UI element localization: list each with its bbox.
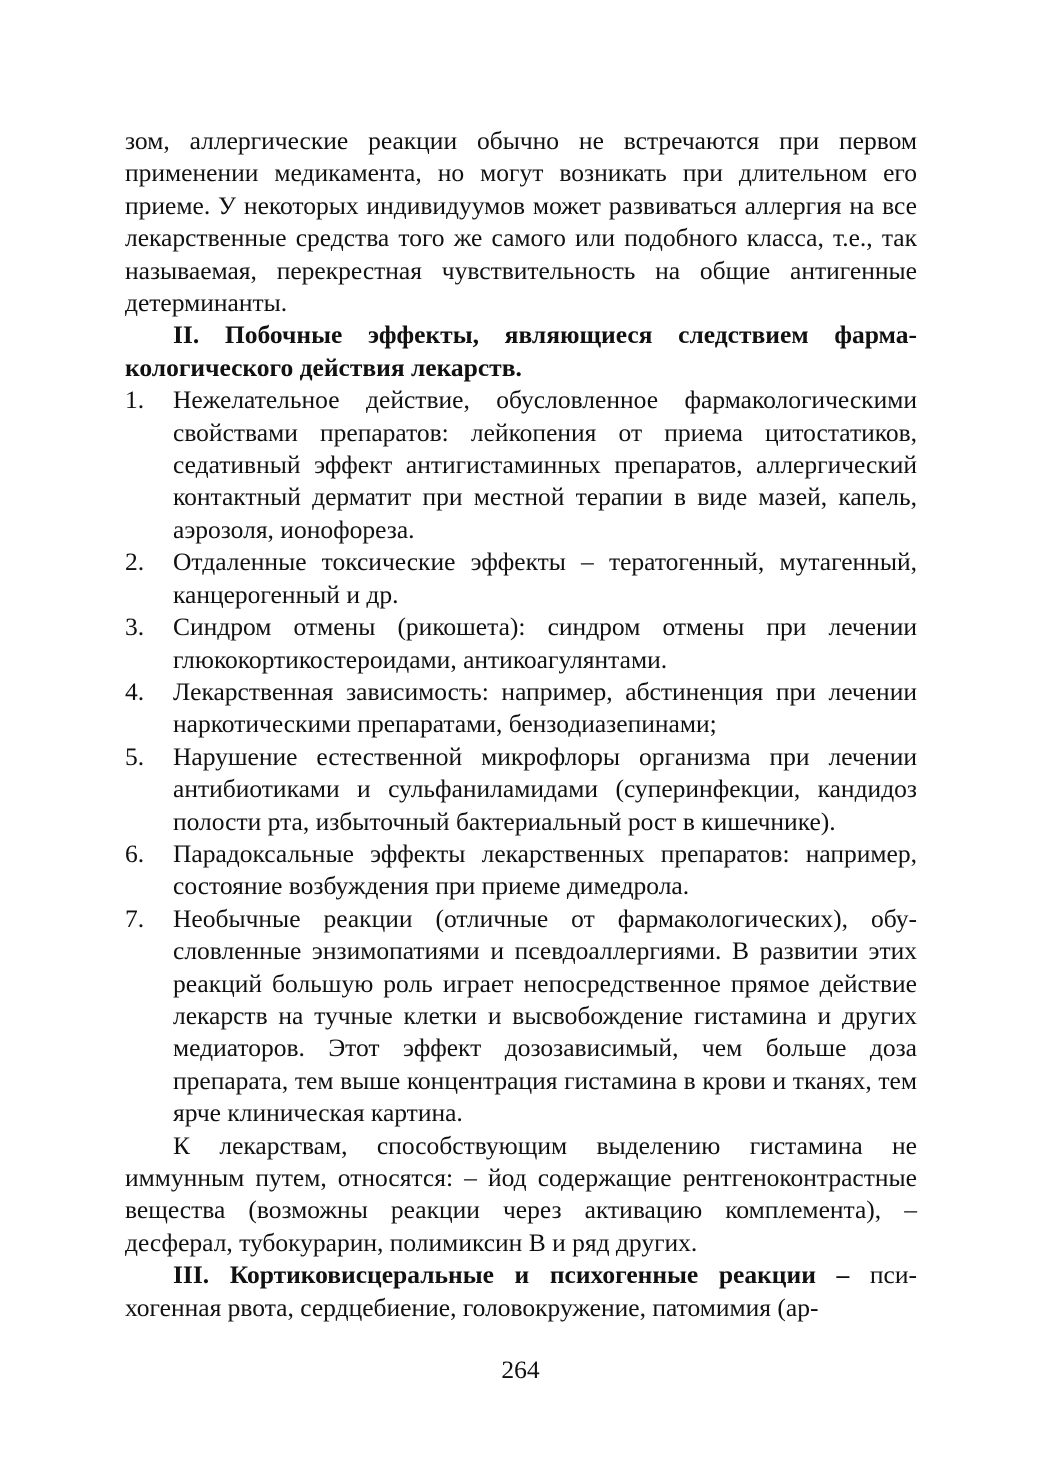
list-item <box>125 676 917 741</box>
list-item <box>125 838 917 903</box>
list-item-number: 6. <box>125 838 145 868</box>
list-item-text: Нежелательное действие, обусловленное фармакологическими свойствами препаратов: лейкопения от приема цитостатиков, седативный эффект антигистаминных препаратов, аллергический контактный дерматит при местной терапии в виде мазей, капель, аэрозоля, ионофореза. <box>173 385 917 544</box>
list-item-text: Необычные реакции (отличные от фармакологических), обусловленные энзимопатиями и псевдоаллергиями. В развитии этих реакций большую роль играет непосредственное прямое действие лекарств на тучные клетки и высвобождение гистамина и других медиаторов. Этот эффект дозозависимый, чем больше доза препарата, тем выше концентрация гистамина в крови и тканях, тем ярче клиническая картина. <box>173 903 917 1128</box>
section-heading-3: III. Кортиковисцеральные и психогенные реакции – <box>173 1260 850 1290</box>
section-heading-2: II. Побочные эффекты, являющиеся следствием фармакологического действия лекарств. <box>125 320 917 382</box>
list-item <box>125 546 917 611</box>
list-item-text: Отдаленные токсические эффекты – тератогенный, мутагенный, канцерогенный и др. <box>173 547 917 609</box>
list-item-text: Нарушение естественной микрофлоры организма при лечении антибиотиками и сульфаниламидами (суперинфекции, кандидоз полости рта, избыточный бактериальный рост в кишечнике). <box>173 741 917 836</box>
list-item-number: 5. <box>125 741 145 771</box>
list-item <box>125 903 917 1130</box>
list-item-number: 4. <box>125 676 145 706</box>
list-item-text: Парадоксальные эффекты лекарственных препаратов: например, состояние возбуждения при приеме димедрола. <box>173 838 917 901</box>
section-heading-3-paragraph <box>125 1259 917 1324</box>
list-item-number: 1. <box>125 385 145 415</box>
intro-paragraph: зом, аллергические реакции обычно не встречаются при первом применении медикамента, но могут возникать при длительном его приеме. У некоторых индивидуумов может развиваться аллергия на все лекарственные средства того же самого или подобного класса, т.е., так называемая, перекрестная чувствительность на общие антигенные детерминанты. <box>125 126 917 318</box>
effects-list <box>125 384 917 1129</box>
page-body <box>125 125 917 1324</box>
page-number: 264 <box>501 1355 540 1384</box>
list-item-number: 2. <box>125 547 145 577</box>
list-item-text: Лекарственная зависимость: например, абстиненция при лечении наркотическими препаратами, бензодиазепинами; <box>173 676 917 739</box>
list-item <box>125 611 917 676</box>
list-item <box>125 384 917 546</box>
list-item <box>125 741 917 838</box>
list-item-number: 7. <box>125 903 145 933</box>
list-item-text: Синдром отмены (рикошета): синдром отмены при лечении глюкокортикостероидами, антикоагулянтами. <box>173 612 917 674</box>
histamine-paragraph: К лекарствам, способствующим выделению гистамина не иммунным путем, относятся: – йод содержащие рентгеноконтрастные вещества (возможны реакции через активацию комплемента), – десферал, тубокурарин, полимиксин В и ряд других. <box>125 1130 917 1257</box>
section-heading-3-text: психогенная рвота, сердцебиение, головокружение, патомимия (ар- <box>125 1260 917 1322</box>
list-item-number: 3. <box>125 612 145 642</box>
